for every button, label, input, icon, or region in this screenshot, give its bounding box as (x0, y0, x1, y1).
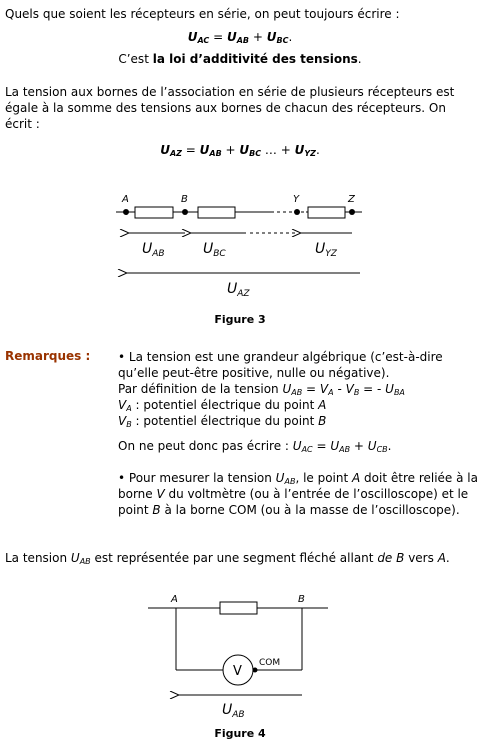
resistor-3 (308, 207, 345, 218)
voltmeter-label: V (233, 664, 242, 679)
figure-4-diagram (0, 590, 480, 725)
label-ubc: $U_{BC}$ (203, 241, 226, 259)
label-b: B (298, 594, 305, 605)
remark-vb: $V_B$ : potentiel électrique du point B (118, 414, 327, 429)
paragraph-law: La tension aux bornes de l’association en série de plusieurs récepteurs est égale à la somme des tensions aux bornes de chacun des récepteurs. On écrit : (5, 85, 455, 131)
equation-2: $U_{AZ} = U_{AB} + U_{BC}$ … + $U_{YZ}$. (160, 143, 320, 158)
equation-1: $U_{AC} = U_{AB} + U_{BC}$. (187, 30, 293, 45)
label-a: A (122, 194, 129, 205)
label-z: Z (348, 194, 355, 205)
node-b (182, 209, 188, 215)
label-b: B (181, 194, 188, 205)
label-y: Y (293, 194, 300, 205)
label-uaz: $U_{AZ}$ (227, 281, 250, 299)
label-uyz: $U_{YZ}$ (315, 241, 337, 259)
com-terminal (253, 668, 258, 673)
remarks-title: Remarques : (5, 349, 91, 363)
law-statement: C’est la loi d’additivité des tensions. (118, 52, 362, 66)
node-y (294, 209, 300, 215)
remark-cannot-write: On ne peut donc pas écrire : $U_{AC} = U_{AB} + U_{CB}$. (118, 439, 392, 454)
com-label: COM (259, 658, 281, 668)
remark-definition: Par définition de la tension $U_{AB} = V_A - V_B$ = - $U_{BA}$ (118, 382, 405, 397)
resistor-1 (135, 207, 173, 218)
figure-4-caption: Figure 4 (214, 727, 266, 740)
remark-1: • La tension est une grandeur algébrique (c’est-à-dire qu’elle peut-être positive, nulle ou négative). (118, 350, 443, 380)
label-uab: $U_{AB}$ (222, 702, 245, 720)
resistor (220, 602, 257, 614)
intro-text: Quels que soient les récepteurs en série, on peut toujours écrire : (5, 7, 400, 21)
figure-3-caption: Figure 3 (214, 313, 266, 326)
node-z (349, 209, 355, 215)
figure-3-diagram (0, 185, 480, 310)
remark-va: $V_A$ : potentiel électrique du point A (118, 398, 327, 413)
node-a (123, 209, 129, 215)
resistor-2 (198, 207, 235, 218)
label-uab: $U_{AB}$ (142, 241, 165, 259)
remark-2: • Pour mesurer la tension $U_{AB}$, le point A doit être reliée à la borne V du voltmètre (ou à l’entrée de l’oscilloscope) et le point B à la borne COM (ou à la masse de l’oscilloscope). (118, 471, 478, 517)
final-statement: La tension $U_{AB}$ est représentée par une segment fléché allant de B vers A. (5, 551, 450, 566)
label-a: A (171, 594, 178, 605)
